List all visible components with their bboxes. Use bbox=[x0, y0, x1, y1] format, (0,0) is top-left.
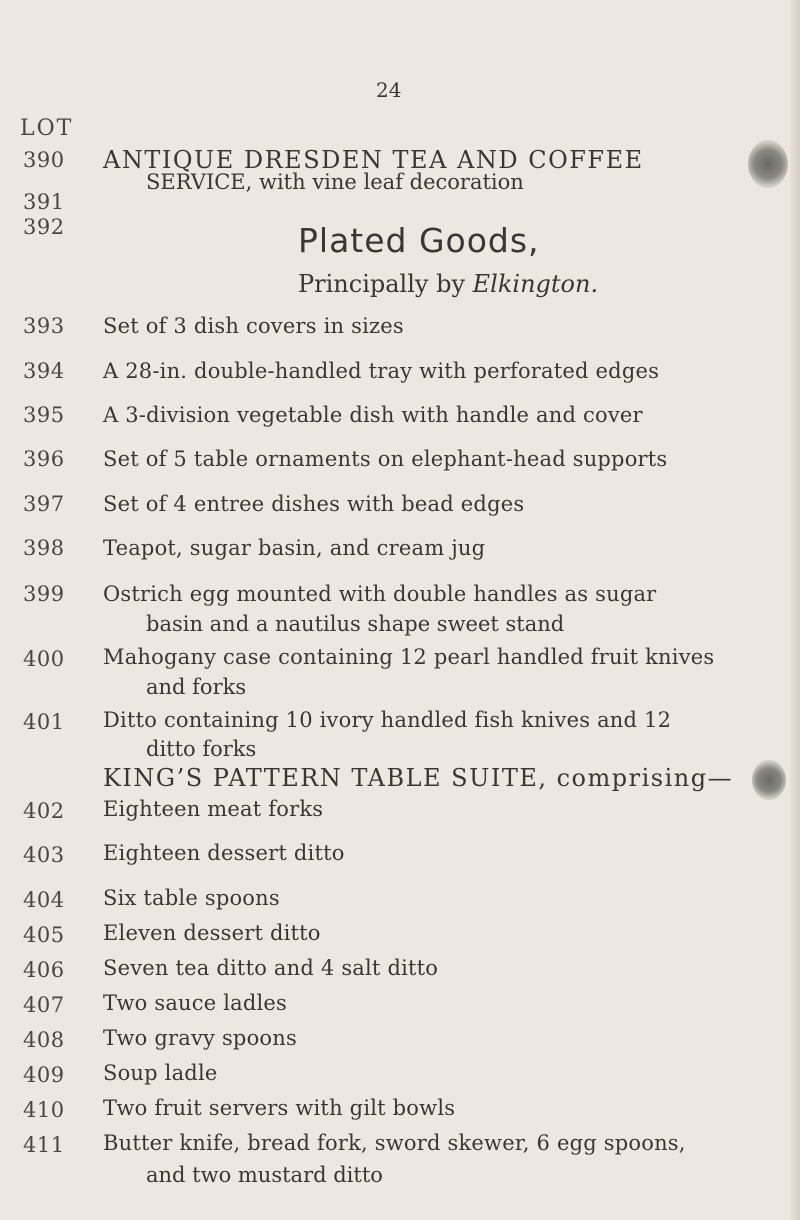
lot-number: 408 bbox=[23, 1028, 65, 1052]
section-subtitle-maker: Elkington. bbox=[472, 270, 599, 298]
section-title: Plated Goods, bbox=[298, 221, 540, 260]
lot-description: A 3-division vegetable dish with handle and cover bbox=[103, 403, 643, 427]
ink-stain bbox=[752, 760, 786, 800]
suite-heading: KING’S PATTERN TABLE SUITE, comprising— bbox=[103, 764, 734, 792]
lot-description: Ditto containing 10 ivory handled fish knives and 12 bbox=[103, 708, 672, 732]
lot-number: 394 bbox=[23, 359, 65, 383]
lot-description-continued: and two mustard ditto bbox=[146, 1163, 383, 1187]
lot-description: Eleven dessert ditto bbox=[103, 921, 321, 945]
lot-description: Two gravy spoons bbox=[103, 1026, 297, 1050]
lot-number: 399 bbox=[23, 582, 65, 606]
section-subtitle-prefix: Principally by bbox=[298, 270, 466, 298]
lot-number: 390 bbox=[23, 148, 65, 172]
lot-number: 403 bbox=[23, 843, 65, 867]
lot-description: Seven tea ditto and 4 salt ditto bbox=[103, 956, 439, 980]
lot-number: 392 bbox=[23, 215, 65, 239]
lot-number: 405 bbox=[23, 923, 65, 947]
lot-number: 396 bbox=[23, 447, 65, 471]
lot-description: Set of 5 table ornaments on elephant-head supports bbox=[103, 447, 668, 471]
page-edge bbox=[790, 0, 800, 1220]
lot-description: Six table spoons bbox=[103, 886, 280, 910]
lot-number: 409 bbox=[23, 1063, 65, 1087]
lot-description: Mahogany case containing 12 pearl handled fruit knives bbox=[103, 645, 715, 669]
lot-number: 397 bbox=[23, 492, 65, 516]
lot-description: Eighteen dessert ditto bbox=[103, 841, 345, 865]
lot-number: 410 bbox=[23, 1098, 65, 1122]
lot-description: Set of 4 entree dishes with bead edges bbox=[103, 492, 525, 516]
lot-description: ANTIQUE DRESDEN TEA AND COFFEE bbox=[103, 146, 644, 174]
lot-description-continued: and forks bbox=[146, 675, 247, 699]
lot-number: 404 bbox=[23, 888, 65, 912]
lot-description: Soup ladle bbox=[103, 1061, 218, 1085]
lot-description: A 28-in. double-handled tray with perforated edges bbox=[103, 359, 660, 383]
lot-number: 402 bbox=[23, 799, 65, 823]
lot-description-continued: ditto forks bbox=[146, 737, 257, 761]
lot-number: 393 bbox=[23, 314, 65, 338]
lot-number: 401 bbox=[23, 710, 65, 734]
lot-number: 400 bbox=[23, 647, 65, 671]
page-number: 24 bbox=[376, 78, 402, 102]
lot-number: 391 bbox=[23, 190, 65, 214]
lot-description: Set of 3 dish covers in sizes bbox=[103, 314, 404, 338]
lot-number: 407 bbox=[23, 993, 65, 1017]
section-subtitle bbox=[298, 270, 598, 298]
lot-description: Eighteen meat forks bbox=[103, 797, 324, 821]
lot-description: Ostrich egg mounted with double handles as sugar bbox=[103, 582, 657, 606]
lot-column-header: LOT bbox=[20, 116, 74, 141]
lot-number: 395 bbox=[23, 403, 65, 427]
lot-description: Two sauce ladles bbox=[103, 991, 288, 1015]
lot-description: Teapot, sugar basin, and cream jug bbox=[103, 536, 486, 560]
lot-number: 411 bbox=[23, 1133, 65, 1157]
ink-stain bbox=[748, 140, 788, 188]
lot-description: Two fruit servers with gilt bowls bbox=[103, 1096, 456, 1120]
lot-description-continued: SERVICE, with vine leaf decoration bbox=[146, 170, 524, 194]
lot-description: Butter knife, bread fork, sword skewer, 6 egg spoons, bbox=[103, 1131, 686, 1155]
lot-description-continued: basin and a nautilus shape sweet stand bbox=[146, 612, 565, 636]
lot-number: 406 bbox=[23, 958, 65, 982]
lot-number: 398 bbox=[23, 536, 65, 560]
